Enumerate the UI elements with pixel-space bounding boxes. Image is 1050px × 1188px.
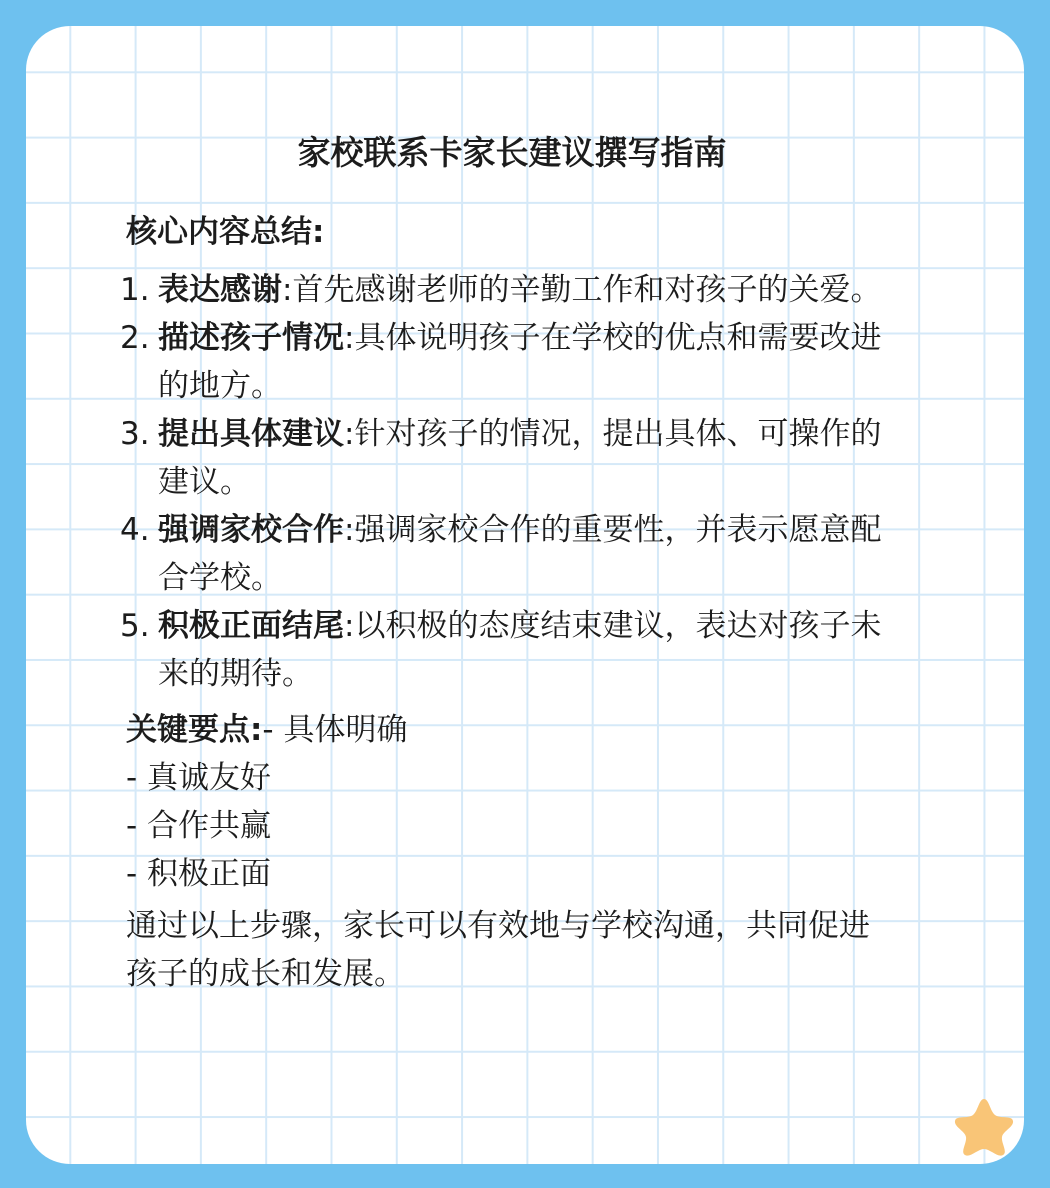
page-title: 家校联系卡家长建议撰写指南 [297,133,727,172]
item-term: 积极正面结尾 [158,608,344,644]
summary-heading: 核心内容总结: [126,214,325,250]
item-number: 4. [120,512,150,548]
item-number: 1. [120,272,150,308]
star-icon [952,1094,1016,1158]
item-text: 具体说明孩子在学校的优点和需要改进的地方。 [158,320,882,404]
item-term: 描述孩子情况 [158,320,344,356]
summary-list [120,266,898,698]
conclusion-paragraph: 通过以上步骤，家长可以有效地与学校沟通，共同促进孩子的成长和发展。 [126,908,870,992]
key-point-item: - 合作共赢 [126,808,272,844]
item-number: 5. [120,608,150,644]
item-colon: : [344,608,355,644]
item-text: 以积极的态度结束建议，表达对孩子未来的期待。 [158,608,882,692]
list-item [120,314,898,410]
key-point-item: - 积极正面 [126,856,272,892]
item-colon: : [344,416,355,452]
key-points-first-line [126,706,898,754]
item-colon: : [344,512,355,548]
key-point-item: - 具体明确 [262,712,408,748]
item-number: 2. [120,320,150,356]
list-item [120,266,898,314]
guide-content [120,124,898,998]
item-term: 强调家校合作 [158,512,344,548]
item-colon: : [282,272,293,308]
item-text: 强调家校合作的重要性，并表示愿意配合学校。 [158,512,882,596]
list-item [120,410,898,506]
note-card [26,26,1024,1164]
list-item [120,602,898,698]
key-points-label: 关键要点: [126,712,263,748]
item-term: 提出具体建议 [158,416,344,452]
item-term: 表达感谢 [158,272,282,308]
item-number: 3. [120,416,150,452]
item-text: 针对孩子的情况，提出具体、可操作的建议。 [158,416,882,500]
item-text: 首先感谢老师的辛勤工作和对孩子的关爱。 [292,272,882,308]
list-item [120,506,898,602]
key-point-item: - 真诚友好 [126,760,272,796]
item-colon: : [344,320,355,356]
